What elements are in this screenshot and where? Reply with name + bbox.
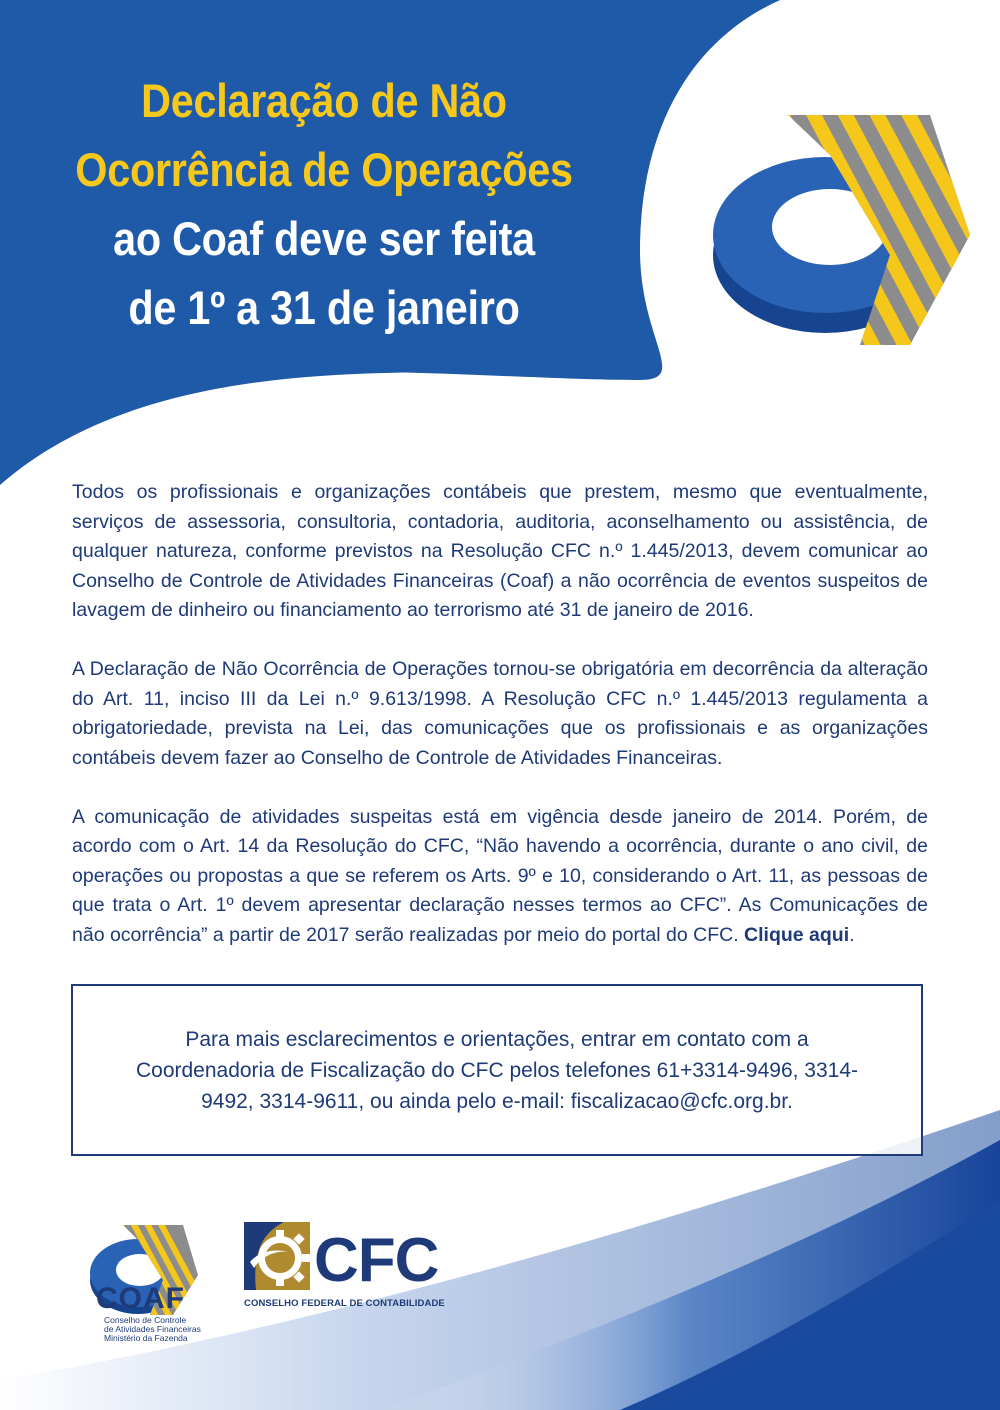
headline-line-1: Declaração de Não [141, 74, 507, 127]
cfc-logo-subtitle: CONSELHO FEDERAL DE CONTABILIDADE [244, 1298, 445, 1309]
contact-box [71, 984, 923, 1156]
paragraph-3-text: A comunicação de atividades suspeitas está em vigência desde janeiro de 2014. Porém, de acordo com o Art. 14 da Resolução do CFC, “Não havendo a ocorrência, durante o ano civil, de operações ou propostas a que se referem os Arts. 9º e 10, considerando o Art. 11, as pessoas de que trata o Art. 1º devem apresentar declaração nesses termos ao CFC”. As Comunicações de não ocorrência” a partir de 2017 serão realizadas por meio do portal do CFC. [72, 805, 928, 946]
headline-line-2: Ocorrência de Operações [75, 143, 573, 196]
coaf-logo-subtitle [104, 1316, 214, 1343]
paragraph-2: A Declaração de Não Ocorrência de Operações tornou-se obrigatória em decorrência da alteração do Art. 11, inciso III da Lei n.º 9.613/1998. A Resolução CFC n.º 1.445/2013 regulamenta a obrigatoriedade, prevista na Lei, das comunicações que os profissionais e as organizações contábeis devem fazer ao Conselho de Controle de Atividades Financeiras. [72, 658, 928, 769]
coaf-logo-text: COAF [96, 1282, 185, 1315]
cfc-logo-text: CFC [314, 1226, 439, 1295]
contact-text: Para mais esclarecimentos e orientações, entrar em contato com a Coordenadoria de Fiscalização do CFC pelos telefones 61+3314-9496, 3314-9492, 3314-9611, ou ainda pelo e-mail: fiscalizacao@cfc.org.br. [135, 1027, 859, 1113]
coaf-sub-line-2: de Atividades Financeiras [104, 1324, 201, 1334]
coaf-sub-line-3: Ministério da Fazenda [104, 1333, 188, 1343]
paragraph-3-suffix: . [849, 923, 855, 946]
headline-line-4: de 1º a 31 de janeiro [128, 281, 520, 334]
body-text [72, 478, 928, 980]
cfc-logo-icon [244, 1222, 310, 1290]
clique-aqui-link[interactable]: Clique aqui [744, 923, 850, 946]
paragraph-3 [72, 803, 928, 951]
coaf-emblem-large [710, 115, 970, 345]
headline [60, 66, 588, 342]
paragraph-1: Todos os profissionais e organizações contábeis que prestem, mesmo que eventualmente, serviços de assessoria, consultoria, contadoria, auditoria, aconselhamento ou assistência, de qualquer natureza, conforme previstos na Resolução CFC n.º 1.445/2013, devem comunicar ao Conselho de Controle de Atividades Financeiras (Coaf) a não ocorrência de eventos suspeitos de lavagem de dinheiro ou financiamento ao terrorismo até 31 de janeiro de 2016. [72, 481, 928, 621]
coaf-sub-line-1: Conselho de Controle [104, 1315, 187, 1325]
headline-line-3: ao Coaf deve ser feita [113, 212, 535, 265]
